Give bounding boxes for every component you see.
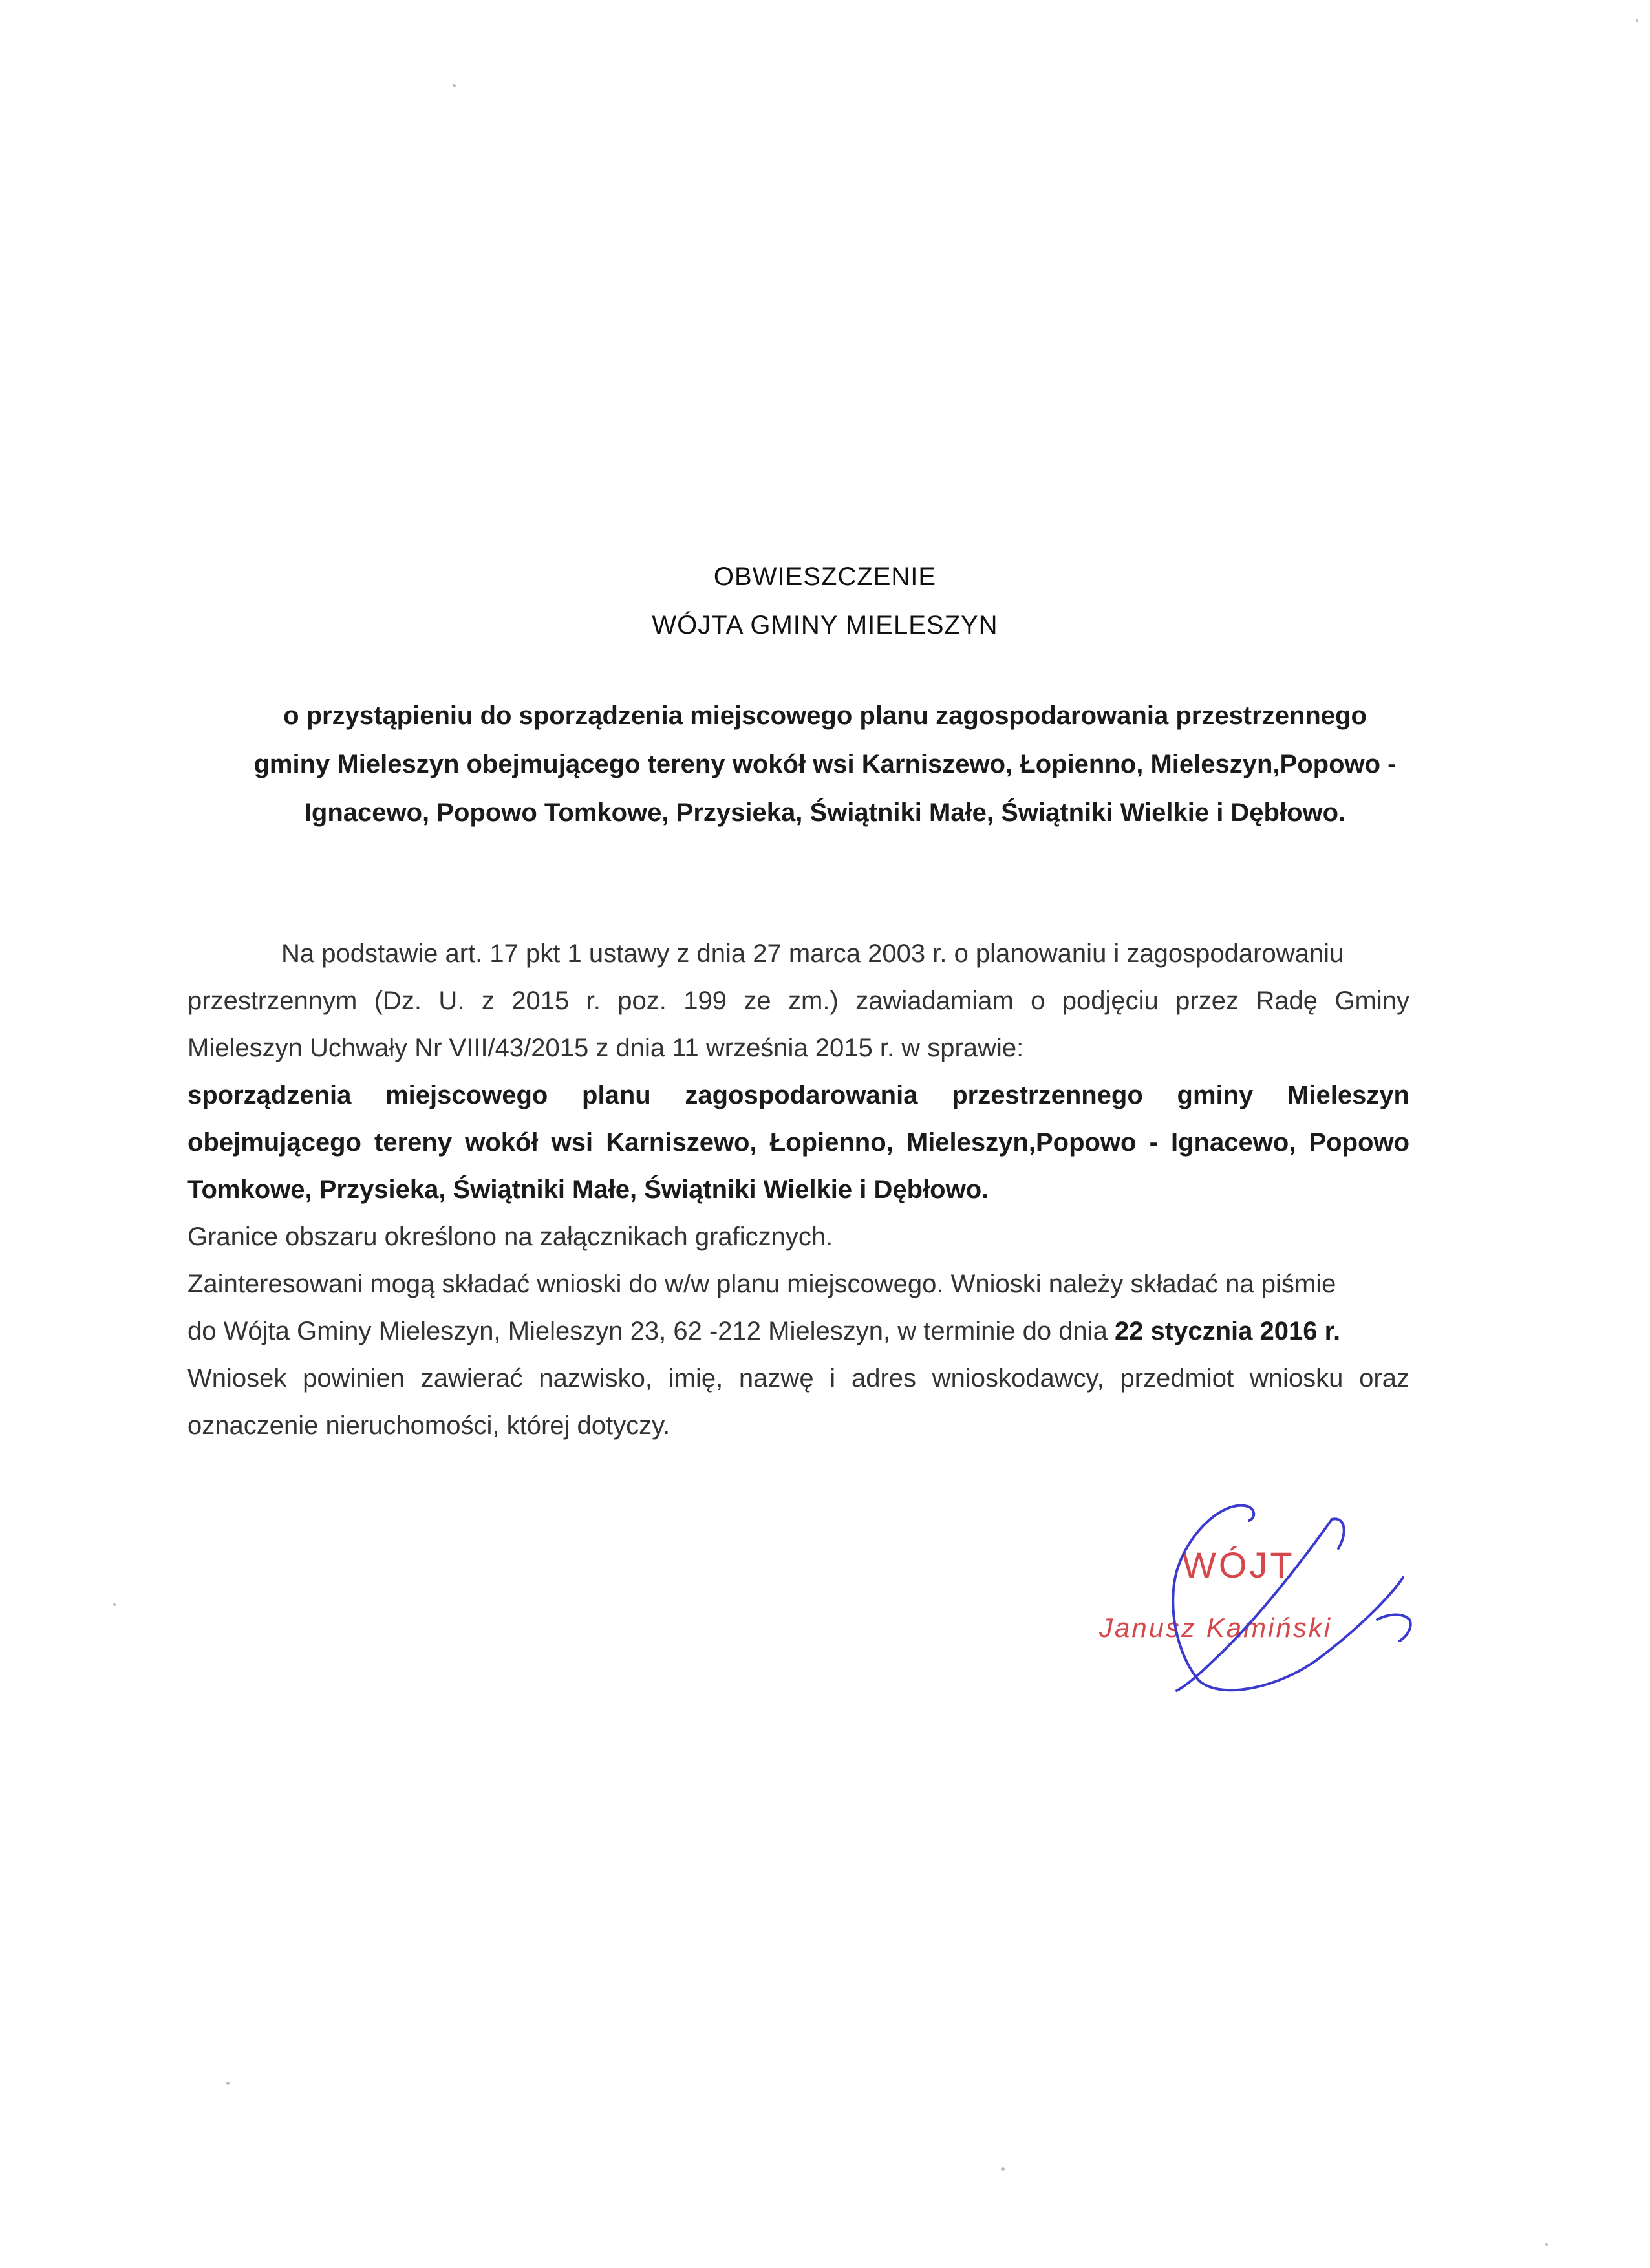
scan-speck	[1636, 19, 1638, 22]
handwritten-signature	[1173, 1506, 1403, 1691]
scan-speck	[1545, 2243, 1548, 2246]
resolution-subject-line-3: Tomkowe, Przysieka, Świątniki Małe, Świątniki Wielkie i Dębłowo.	[188, 1175, 989, 1204]
scan-speck	[226, 2082, 230, 2085]
scan-speck	[453, 84, 456, 87]
body-line-6	[188, 1317, 1409, 1346]
submission-address: do Wójta Gminy Mieleszyn, Mieleszyn 23, 62 -212 Mieleszyn, w terminie do dnia	[188, 1317, 1115, 1345]
body-line-1: Na podstawie art. 17 pkt 1 ustawy z dnia 27 marca 2003 r. o planowaniu i zagospodarowaniu	[281, 939, 1344, 968]
scan-speck	[1001, 2167, 1005, 2171]
stamp-title: WÓJT	[1182, 1545, 1295, 1585]
body-line-7: Wniosek powinien zawierać nazwisko, imię, nazwę i adres wnioskodawcy, przedmiot wniosku oraz	[188, 1364, 1409, 1393]
body-line-2: przestrzennym (Dz. U. z 2015 r. poz. 199 ze zm.) zawiadamiam o podjęciu przez Radę Gminy	[188, 987, 1409, 1015]
scan-speck	[113, 1603, 116, 1606]
body-line-4: Granice obszaru określono na załącznikach graficznych.	[188, 1223, 833, 1251]
stamp-name: Janusz Kamiński	[1099, 1612, 1333, 1643]
body-line-8: oznaczenie nieruchomości, której dotyczy.	[188, 1411, 670, 1440]
subject-line-1: o przystąpieniu do sporządzenia miejscowego planu zagospodarowania przestrzennego	[283, 701, 1367, 730]
document-title: OBWIESZCZENIE	[713, 562, 937, 591]
document-issuer: WÓJTA GMINY MIELESZYN	[652, 611, 998, 639]
deadline-date: 22 stycznia 2016 r.	[1114, 1317, 1341, 1345]
subject-line-2: gminy Mieleszyn obejmującego tereny wokół wsi Karniszewo, Łopienno, Mieleszyn,Popowo -	[253, 750, 1397, 778]
signature-stamp	[1086, 1493, 1422, 1707]
subject-line-3: Ignacewo, Popowo Tomkowe, Przysieka, Świątniki Małe, Świątniki Wielkie i Dębłowo.	[304, 798, 1346, 827]
resolution-subject-line-2: obejmującego tereny wokół wsi Karniszewo, Łopienno, Mieleszyn,Popowo - Ignacewo, Popowo	[188, 1128, 1409, 1157]
body-line-5: Zainteresowani mogą składać wnioski do w/w planu miejscowego. Wnioski należy składać na piśmie	[188, 1270, 1336, 1298]
body-line-3: Mieleszyn Uchwały Nr VIII/43/2015 z dnia 11 września 2015 r. w sprawie:	[188, 1034, 1024, 1062]
resolution-subject-line-1: sporządzenia miejscowego planu zagospodarowania przestrzennego gminy Mieleszyn	[188, 1081, 1409, 1109]
